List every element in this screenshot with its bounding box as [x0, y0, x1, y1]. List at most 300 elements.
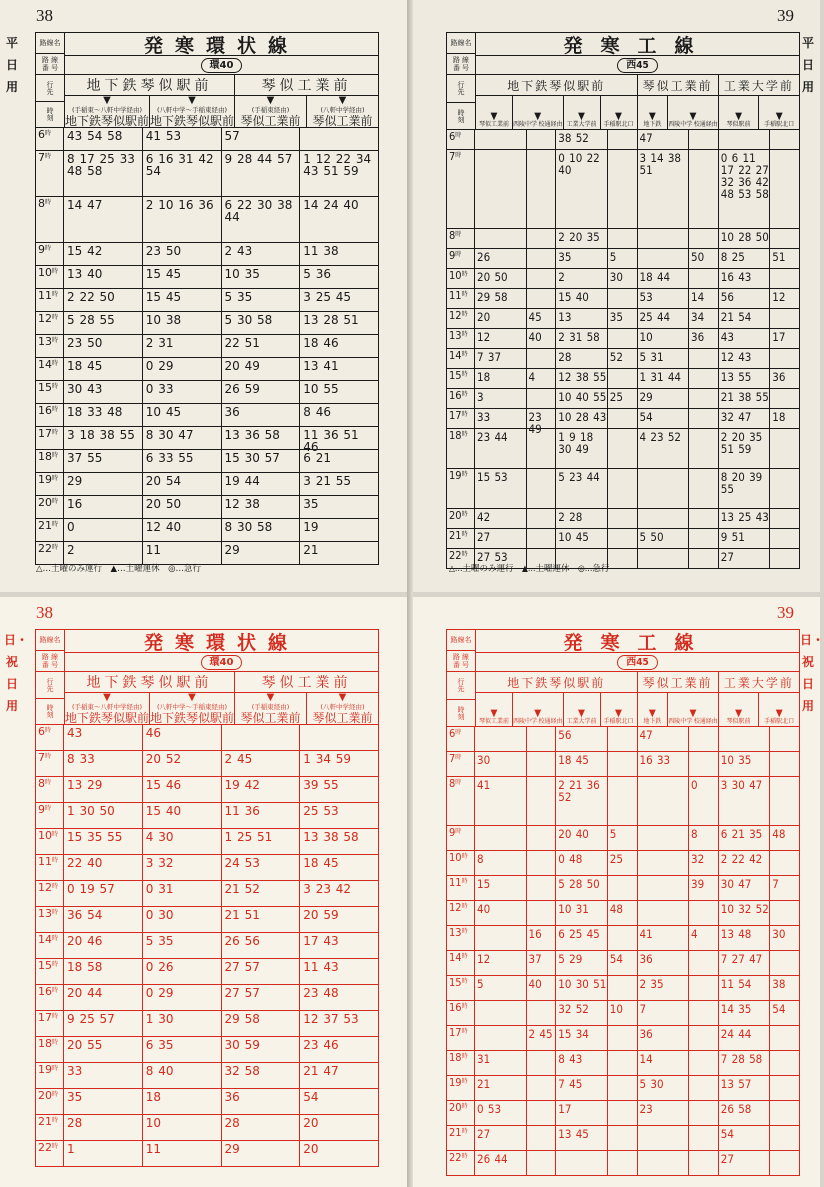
departure-minutes: 54 [303, 1090, 319, 1104]
hour-label: 19 時 [447, 469, 475, 508]
departure-minutes: 10 28 50 [719, 229, 771, 248]
departure-minutes [689, 1026, 719, 1050]
hour-label: 8 時 [36, 777, 64, 802]
departure-minutes [689, 976, 719, 1000]
timetable-page [413, 597, 824, 1187]
departure-minutes: 40 [475, 901, 527, 925]
day-type-label: 日・祝日用 [800, 633, 824, 713]
departure-minutes: 26 58 [719, 1101, 771, 1125]
departure-minutes: 23 50 [64, 335, 143, 357]
hour-label: 18 時 [36, 1037, 64, 1062]
departure-minutes: 16 43 [719, 269, 771, 288]
departure-minutes: 0 29 [143, 985, 222, 1010]
departure-minutes: 21 [475, 1076, 527, 1100]
destination-group [719, 75, 799, 129]
page-number: 38 [36, 603, 53, 622]
destination-column [719, 693, 760, 726]
departure-minutes [527, 429, 557, 468]
departure-minutes: 3 18 38 55 [64, 427, 143, 449]
departure-minutes [608, 509, 638, 528]
departure-minutes: 12 [475, 951, 527, 975]
departure-minutes: 23 [638, 1101, 690, 1125]
departure-minutes: 30 47 [719, 876, 771, 900]
departure-minutes: 7 27 47 [719, 951, 771, 975]
departure-minutes: 33 [64, 1063, 143, 1088]
down-arrow-icon: ▼ [188, 95, 196, 106]
departure-minutes: 43 [64, 725, 143, 750]
hour-row [447, 149, 799, 228]
departure-minutes: 20 [475, 309, 527, 328]
down-arrow-icon: ▼ [648, 111, 656, 122]
route-labels [36, 33, 65, 74]
hour-row [36, 196, 378, 242]
departure-minutes: 37 [527, 951, 557, 975]
departure-minutes: 25 44 [638, 309, 690, 328]
hour-label: 7 時 [36, 151, 64, 196]
departure-minutes: 48 [608, 901, 638, 925]
departure-minutes: 24 53 [222, 855, 301, 880]
hour-row [36, 854, 378, 880]
footnote: △…土曜のみ運行 ▲…土曜運休 ◎…急行 [36, 564, 201, 574]
departure-minutes: 6 22 30 38 44 [222, 197, 301, 242]
departure-minutes: 3 14 38 51 [638, 150, 690, 228]
departure-minutes [770, 309, 799, 328]
departure-minutes [608, 229, 638, 248]
departure-minutes: 12 40 [143, 519, 222, 541]
departure-minutes: 1 12 22 34 43 51 59 [303, 152, 372, 178]
departure-minutes: 39 [689, 876, 719, 900]
departure-minutes: 13 25 43 [719, 509, 771, 528]
down-arrow-icon: ▼ [490, 708, 498, 719]
hour-row [447, 825, 799, 850]
departure-minutes [770, 130, 799, 149]
page-number: 39 [777, 6, 794, 25]
departure-minutes: 28 [222, 1115, 301, 1140]
down-arrow-icon: ▼ [266, 95, 275, 106]
down-arrow-icon: ▼ [735, 111, 743, 122]
departure-minutes [608, 529, 638, 548]
hour-label: 21 時 [36, 1115, 64, 1140]
down-arrow-icon: ▼ [490, 111, 498, 122]
departure-minutes: 5 35 [222, 289, 301, 311]
departure-minutes: 20 54 [143, 473, 222, 495]
destination-group [719, 672, 799, 726]
departure-minutes: 26 59 [222, 381, 301, 403]
departure-minutes: 2 20 35 [556, 229, 608, 248]
final-destination: 手稲駅北口 [764, 719, 795, 725]
departure-minutes [475, 826, 527, 850]
down-arrow-icon: ▼ [735, 708, 743, 719]
departure-minutes: 2 31 [143, 335, 222, 357]
hour-row [447, 875, 799, 900]
hour-label: 15 時 [36, 381, 64, 403]
destination-group [235, 672, 378, 724]
hour-row [447, 776, 799, 825]
down-arrow-icon: ▼ [775, 708, 783, 719]
departure-minutes: 8 [475, 851, 527, 875]
departure-minutes [689, 727, 719, 751]
departure-minutes: 29 [222, 542, 301, 564]
hour-row [447, 308, 799, 328]
departure-minutes: 7 37 [475, 349, 527, 368]
hour-label: 8 時 [447, 229, 475, 248]
departure-minutes: 18 45 [64, 358, 143, 380]
hour-label: 7 時 [36, 751, 64, 776]
hour-label: 19 時 [36, 1063, 64, 1088]
departure-minutes: 21 54 [719, 309, 771, 328]
departure-minutes: 20 40 [556, 826, 608, 850]
departure-minutes: 14 47 [64, 197, 143, 242]
departure-minutes [527, 1151, 557, 1175]
departure-minutes [475, 130, 527, 149]
destination-column [564, 96, 601, 129]
departure-minutes [689, 150, 719, 228]
hour-label: 17 時 [36, 427, 64, 449]
destination-name: 琴似工業前 [235, 75, 378, 96]
destination-column [564, 693, 601, 726]
route-name-label: 路線名 [447, 33, 475, 54]
final-destination: 地下鉄 [643, 719, 662, 725]
departure-minutes: 21 51 [222, 907, 301, 932]
hour-row [36, 880, 378, 906]
departure-minutes [300, 128, 378, 150]
hour-label: 9 時 [447, 826, 475, 850]
departure-minutes: 2 45 [527, 1026, 557, 1050]
destination-column [65, 96, 150, 128]
departure-minutes: 47 [638, 130, 690, 149]
departure-minutes: 21 52 [222, 881, 301, 906]
hour-label: 20 時 [447, 1101, 475, 1125]
destination-column [601, 96, 637, 129]
departure-minutes: 0 10 22 40 [556, 150, 608, 228]
departure-minutes: 13 28 51 [303, 313, 359, 327]
departure-minutes: 27 53 [475, 549, 527, 568]
hour-label: 22 時 [36, 1141, 64, 1166]
footnote: △…土曜のみ運行 ▲…土曜運休 ◎…急行 [449, 564, 610, 574]
timetable-page [413, 0, 820, 592]
departure-minutes: 21 38 55 [719, 389, 771, 408]
hour-row [36, 984, 378, 1010]
departure-minutes: 11 36 [222, 803, 301, 828]
departure-minutes: 56 [556, 727, 608, 751]
departure-minutes [770, 429, 799, 468]
departure-minutes: 3 21 55 [303, 474, 352, 488]
departure-minutes: 28 [556, 349, 608, 368]
departure-minutes: 46 [143, 725, 222, 750]
down-arrow-icon: ▼ [534, 111, 542, 122]
hour-row [447, 508, 799, 528]
hour-label: 13 時 [36, 335, 64, 357]
departure-minutes: 24 44 [719, 1026, 771, 1050]
final-destination: 西陵中学 校通経由 [513, 719, 563, 725]
departure-minutes [608, 329, 638, 348]
down-arrow-icon: ▼ [689, 111, 697, 122]
departure-minutes: 54 [608, 951, 638, 975]
departure-minutes [608, 150, 638, 228]
destination-column [65, 693, 150, 725]
departure-minutes [527, 150, 557, 228]
departure-minutes: 1 31 44 [638, 369, 690, 388]
destination-column [719, 96, 760, 129]
hour-label: 21 時 [447, 1126, 475, 1150]
departure-minutes [527, 1076, 557, 1100]
down-arrow-icon: ▼ [103, 692, 111, 703]
hour-label: 12 時 [36, 881, 64, 906]
departure-minutes [527, 229, 557, 248]
departure-minutes: 0 26 [143, 959, 222, 984]
hour-label: 15 時 [447, 976, 475, 1000]
departure-minutes [527, 777, 557, 825]
departure-minutes: 41 53 [143, 128, 222, 150]
down-arrow-icon: ▼ [103, 95, 111, 106]
departure-minutes: 13 48 [719, 926, 771, 950]
departure-minutes: 25 [608, 389, 638, 408]
final-destination: 琴似駅前 [726, 122, 751, 128]
departure-minutes [638, 549, 690, 568]
departure-minutes: 6 16 31 42 54 [143, 151, 222, 196]
departure-minutes [527, 1126, 557, 1150]
departure-minutes: 41 [638, 926, 690, 950]
departure-minutes: 32 52 [556, 1001, 608, 1025]
departure-minutes: 18 [772, 410, 786, 424]
final-destination: 手稲駅北口 [764, 122, 795, 128]
departure-minutes [527, 249, 557, 268]
departure-minutes: 10 32 52 [719, 901, 771, 925]
departure-minutes [527, 876, 557, 900]
departure-minutes: 48 [772, 827, 786, 841]
departure-minutes: 28 [64, 1115, 143, 1140]
departure-minutes [608, 777, 638, 825]
departure-minutes: 19 42 [222, 777, 301, 802]
departure-minutes: 9 51 [719, 529, 771, 548]
departure-minutes [608, 876, 638, 900]
departure-minutes: 23 50 [143, 243, 222, 265]
departure-minutes [689, 1101, 719, 1125]
departure-minutes: 36 [638, 1026, 690, 1050]
route-number-badge: 西45 [617, 58, 658, 73]
destination-column [513, 693, 564, 726]
departure-minutes [475, 229, 527, 248]
departure-minutes: 2 45 [222, 751, 301, 776]
departure-minutes [527, 349, 557, 368]
departure-minutes [527, 851, 557, 875]
departure-minutes: 36 [689, 329, 719, 348]
destination-column [601, 693, 637, 726]
departure-minutes: 51 [772, 250, 786, 264]
departure-minutes: 27 57 [222, 985, 301, 1010]
destination-column [235, 96, 307, 128]
departure-minutes: 5 31 [638, 349, 690, 368]
hour-label: 13 時 [36, 907, 64, 932]
hour-label: 12 時 [447, 901, 475, 925]
route-number-label: 路 線 番 号 [41, 56, 59, 72]
departure-minutes [527, 469, 557, 508]
departure-minutes: 2 10 16 36 [143, 197, 222, 242]
departure-minutes [608, 1051, 638, 1075]
hour-row [447, 228, 799, 248]
departure-minutes: 10 40 55 [556, 389, 608, 408]
departure-minutes: 15 42 [64, 243, 143, 265]
hour-row [447, 900, 799, 925]
departure-minutes [638, 1151, 690, 1175]
departure-minutes: 30 43 [64, 381, 143, 403]
hour-row [36, 518, 378, 541]
departure-minutes: 8 43 [556, 1051, 608, 1075]
departure-minutes: 30 [608, 269, 638, 288]
departure-minutes: 29 58 [475, 289, 527, 308]
destination-group [638, 672, 719, 726]
departure-minutes [770, 951, 799, 975]
hour-row [447, 1050, 799, 1075]
departure-minutes: 25 53 [303, 804, 339, 818]
final-destination: 工業大学前 [566, 719, 597, 725]
hour-label: 15 時 [36, 959, 64, 984]
destination-column [307, 96, 378, 128]
route-number-badge: 環40 [201, 655, 243, 670]
destination-column [759, 693, 799, 726]
departure-minutes [719, 727, 771, 751]
final-destination: 手稲駅北口 [603, 122, 634, 128]
departure-minutes: 0 29 [143, 358, 222, 380]
departure-minutes [556, 1151, 608, 1175]
down-arrow-icon: ▼ [338, 692, 347, 703]
departure-minutes: 8 33 [64, 751, 143, 776]
departure-minutes: 13 57 [719, 1076, 771, 1100]
departure-minutes: 32 [689, 851, 719, 875]
departure-minutes: 29 [222, 1141, 301, 1166]
departure-minutes: 2 22 42 [719, 851, 771, 875]
hour-label: 8 時 [447, 777, 475, 825]
final-destination: 西陵中学 校通経由 [668, 122, 718, 128]
departure-minutes: 11 [143, 542, 222, 564]
final-destination: 琴似駅前 [726, 719, 751, 725]
departure-minutes: 0 6 11 17 22 27 32 36 42 48 53 58 [719, 150, 771, 228]
departure-minutes: 23 46 [303, 1038, 339, 1052]
destination-column [638, 96, 669, 129]
departure-minutes: 2 22 50 [64, 289, 143, 311]
departure-minutes: 4 [689, 926, 719, 950]
route-via: (手稲東～八軒中学経由) [71, 106, 143, 114]
departure-minutes [608, 1151, 638, 1175]
hour-row [36, 311, 378, 334]
departure-minutes: 26 [475, 249, 527, 268]
final-destination: 地下鉄 [643, 122, 662, 128]
destination-label: 行先 [447, 672, 475, 700]
hour-row [447, 1000, 799, 1025]
departure-minutes: 5 35 [143, 933, 222, 958]
departure-minutes: 36 [638, 951, 690, 975]
hour-label: 8 時 [36, 197, 64, 242]
destination-group [476, 75, 638, 129]
departure-minutes [608, 926, 638, 950]
final-destination: 地下鉄琴似駅前 [150, 711, 235, 725]
departure-minutes: 11 36 51 46 [303, 428, 359, 454]
hour-row [36, 802, 378, 828]
departure-minutes: 27 [475, 1126, 527, 1150]
departure-minutes: 16 33 [638, 752, 690, 776]
departure-minutes: 22 40 [64, 855, 143, 880]
departure-minutes: 8 20 39 55 [719, 469, 771, 508]
departure-minutes: 11 38 [303, 244, 339, 258]
destination-name: 地下鉄琴似駅前 [476, 75, 637, 96]
departure-minutes: 3 [475, 389, 527, 408]
route-via: (八軒中学～手稲東経由) [156, 106, 228, 114]
hour-label: 22 時 [447, 1151, 475, 1175]
timetable [35, 629, 379, 1167]
departure-minutes [638, 509, 690, 528]
departure-minutes: 0 33 [143, 381, 222, 403]
hour-label: 16 時 [447, 1001, 475, 1025]
day-type-label: 平日用 [801, 36, 814, 94]
hour-row [447, 726, 799, 751]
hour-row [36, 541, 378, 564]
departure-minutes: 35 [608, 309, 638, 328]
hour-label: 9 時 [447, 249, 475, 268]
hour-row [447, 388, 799, 408]
departure-minutes: 47 [638, 727, 690, 751]
final-destination: 地下鉄琴似駅前 [65, 114, 150, 128]
hour-label: 11 時 [447, 876, 475, 900]
departure-minutes: 15 30 57 [222, 450, 301, 472]
hour-row [447, 751, 799, 776]
departure-minutes: 2 20 35 51 59 [719, 429, 771, 468]
departure-minutes: 10 28 43 [556, 409, 608, 428]
departure-minutes: 8 30 47 [143, 427, 222, 449]
departure-minutes [770, 752, 799, 776]
departure-minutes: 14 [638, 1051, 690, 1075]
hour-label: 11 時 [36, 289, 64, 311]
destination-column [307, 693, 378, 725]
hour-label: 10 時 [36, 266, 64, 288]
time-label: 時刻 [457, 108, 465, 123]
departure-minutes: 13 41 [303, 359, 339, 373]
hour-label: 16 時 [447, 389, 475, 408]
hour-label: 22 時 [447, 549, 475, 568]
departure-minutes [527, 727, 557, 751]
route-via: (八軒中学経由) [320, 703, 365, 711]
departure-minutes: 32 47 [719, 409, 771, 428]
final-destination: 琴似工業前 [240, 114, 301, 128]
hour-label: 6 時 [36, 128, 64, 150]
departure-minutes: 12 43 [719, 349, 771, 368]
hour-row [447, 1075, 799, 1100]
down-arrow-icon: ▼ [578, 708, 585, 719]
destination-label: 行先 [447, 75, 475, 103]
departure-minutes [770, 549, 799, 568]
departure-minutes [608, 409, 638, 428]
departure-minutes [770, 349, 799, 368]
departure-minutes: 26 44 [475, 1151, 527, 1175]
departure-minutes: 5 28 50 [556, 876, 608, 900]
route-name-label: 路線名 [447, 630, 475, 651]
departure-minutes [475, 1001, 527, 1025]
hour-label: 18 時 [36, 450, 64, 472]
hour-row [36, 242, 378, 265]
departure-minutes [475, 150, 527, 228]
departure-minutes [638, 901, 690, 925]
destination-column [668, 693, 718, 726]
departure-minutes [527, 752, 557, 776]
departure-minutes: 45 [527, 309, 557, 328]
hour-row [36, 426, 378, 454]
departure-minutes: 10 45 [556, 529, 608, 548]
destination-group [638, 75, 719, 129]
departure-minutes [638, 777, 690, 825]
departure-minutes: 0 48 [556, 851, 608, 875]
departure-minutes: 9 25 57 [64, 1011, 143, 1036]
hour-row [447, 468, 799, 508]
hour-label: 16 時 [36, 985, 64, 1010]
